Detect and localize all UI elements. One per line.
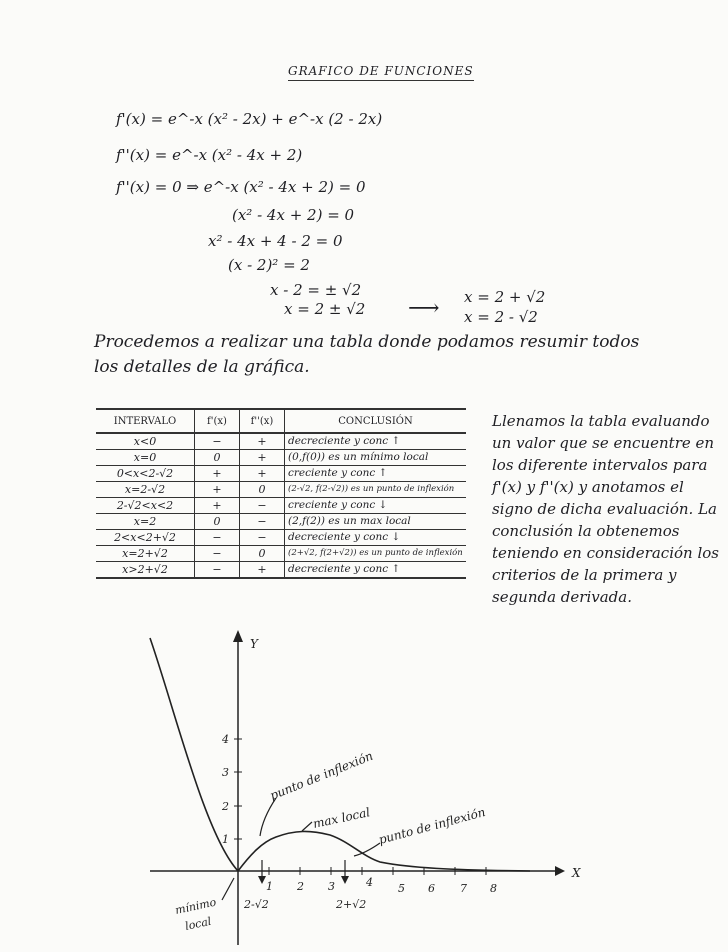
function-curve (150, 638, 530, 871)
y-tick-label: 1 (222, 833, 229, 846)
second-derivative-zero: f''(x) = 0 ⇒ e^-x (x² - 4x + 2) = 0 (116, 178, 366, 196)
table-header: CONCLUSIÓN (285, 409, 467, 433)
y-axis-label: Y (250, 637, 258, 651)
table-header: INTERVALO (96, 409, 195, 433)
x-axis-label: X (572, 866, 581, 880)
mark-label-2-minus-root2: 2-√2 (244, 898, 269, 911)
second-derivative: f''(x) = e^-x (x² - 4x + 2) (116, 146, 303, 164)
label-inflexion-point-2: punto de inflexión (377, 804, 487, 847)
table-row: x=0 0 + (0,f(0)) es un mínimo local (96, 450, 466, 466)
table-header: f''(x) (240, 409, 285, 433)
table-row: x>2+√2 − + decreciente y conc ↑ (96, 562, 466, 579)
equation-step: x = 2 ± √2 (284, 300, 366, 318)
annotation-arrow (222, 878, 234, 900)
table-row: x=2+√2 − 0 (2+√2, f(2+√2)) es un punto de inflexión (96, 546, 466, 562)
x-tick-label: 4 (366, 876, 373, 889)
x-tick-label: 6 (428, 882, 435, 895)
y-tick-label: 2 (222, 800, 229, 813)
table-row: 0<x<2-√2 + + creciente y conc ↑ (96, 466, 466, 482)
first-derivative: f'(x) = e^-x (x² - 2x) + e^-x (2 - 2x) (116, 110, 383, 128)
equation-step: x - 2 = ± √2 (270, 281, 362, 299)
root-result: x = 2 - √2 (464, 308, 538, 326)
x-tick-label: 2 (297, 880, 304, 893)
arrow-right-icon: ⟶ (408, 296, 440, 321)
y-tick-label: 3 (222, 766, 229, 779)
x-axis-arrow-icon (555, 866, 565, 876)
x-tick-label: 3 (328, 880, 335, 893)
table-row: 2-√2<x<2 + − creciente y conc ↓ (96, 498, 466, 514)
label-local: local (183, 914, 213, 933)
page-title: GRAFICO DE FUNCIONES (288, 64, 474, 81)
analysis-table (96, 408, 466, 579)
label-max-local: max local (311, 805, 372, 831)
label-minimum: mínimo (173, 895, 218, 917)
x-tick-label: 7 (460, 882, 467, 895)
label-inflexion-point-1: punto de inflexión (267, 748, 375, 803)
y-tick-label: 4 (222, 733, 229, 746)
equation-step: (x - 2)² = 2 (228, 256, 310, 274)
x-tick-label: 8 (490, 882, 497, 895)
root-result: x = 2 + √2 (464, 288, 546, 306)
equation-step: (x² - 4x + 2) = 0 (232, 206, 355, 224)
table-row: 2<x<2+√2 − − decreciente y conc ↓ (96, 530, 466, 546)
table-header: f'(x) (195, 409, 240, 433)
equation-step: x² - 4x + 4 - 2 = 0 (208, 232, 343, 250)
annotation-arrow (302, 822, 312, 831)
table-row: x=2-√2 + 0 (2-√2, f(2-√2)) es un punto de inflexión (96, 482, 466, 498)
annotation-arrow (260, 798, 276, 836)
x-tick-label: 5 (398, 882, 405, 895)
x-tick-label: 1 (266, 880, 273, 893)
y-axis-arrow-icon (233, 630, 243, 642)
table-row: x=2 0 − (2,f(2)) es un max local (96, 514, 466, 530)
table-row: x<0 − + decreciente y conc ↑ (96, 433, 466, 450)
side-note: Llenamos la tabla evaluando un valor que se encuentre en los diferente intervalos para f'(x) y f''(x) y anotamos el signo de dicha evaluación. La conclusión la obtenemos teniendo en consideración los criterios de la primera y segunda derivada. (492, 412, 719, 606)
function-graph (0, 600, 728, 952)
mark-label-2-plus-root2: 2+√2 (336, 898, 367, 911)
arrow-down-icon (258, 876, 266, 884)
arrow-down-icon (341, 876, 349, 884)
intro-paragraph: Procedemos a realizar una tabla donde podamos resumir todos los detalles de la gráfica. (94, 332, 640, 377)
